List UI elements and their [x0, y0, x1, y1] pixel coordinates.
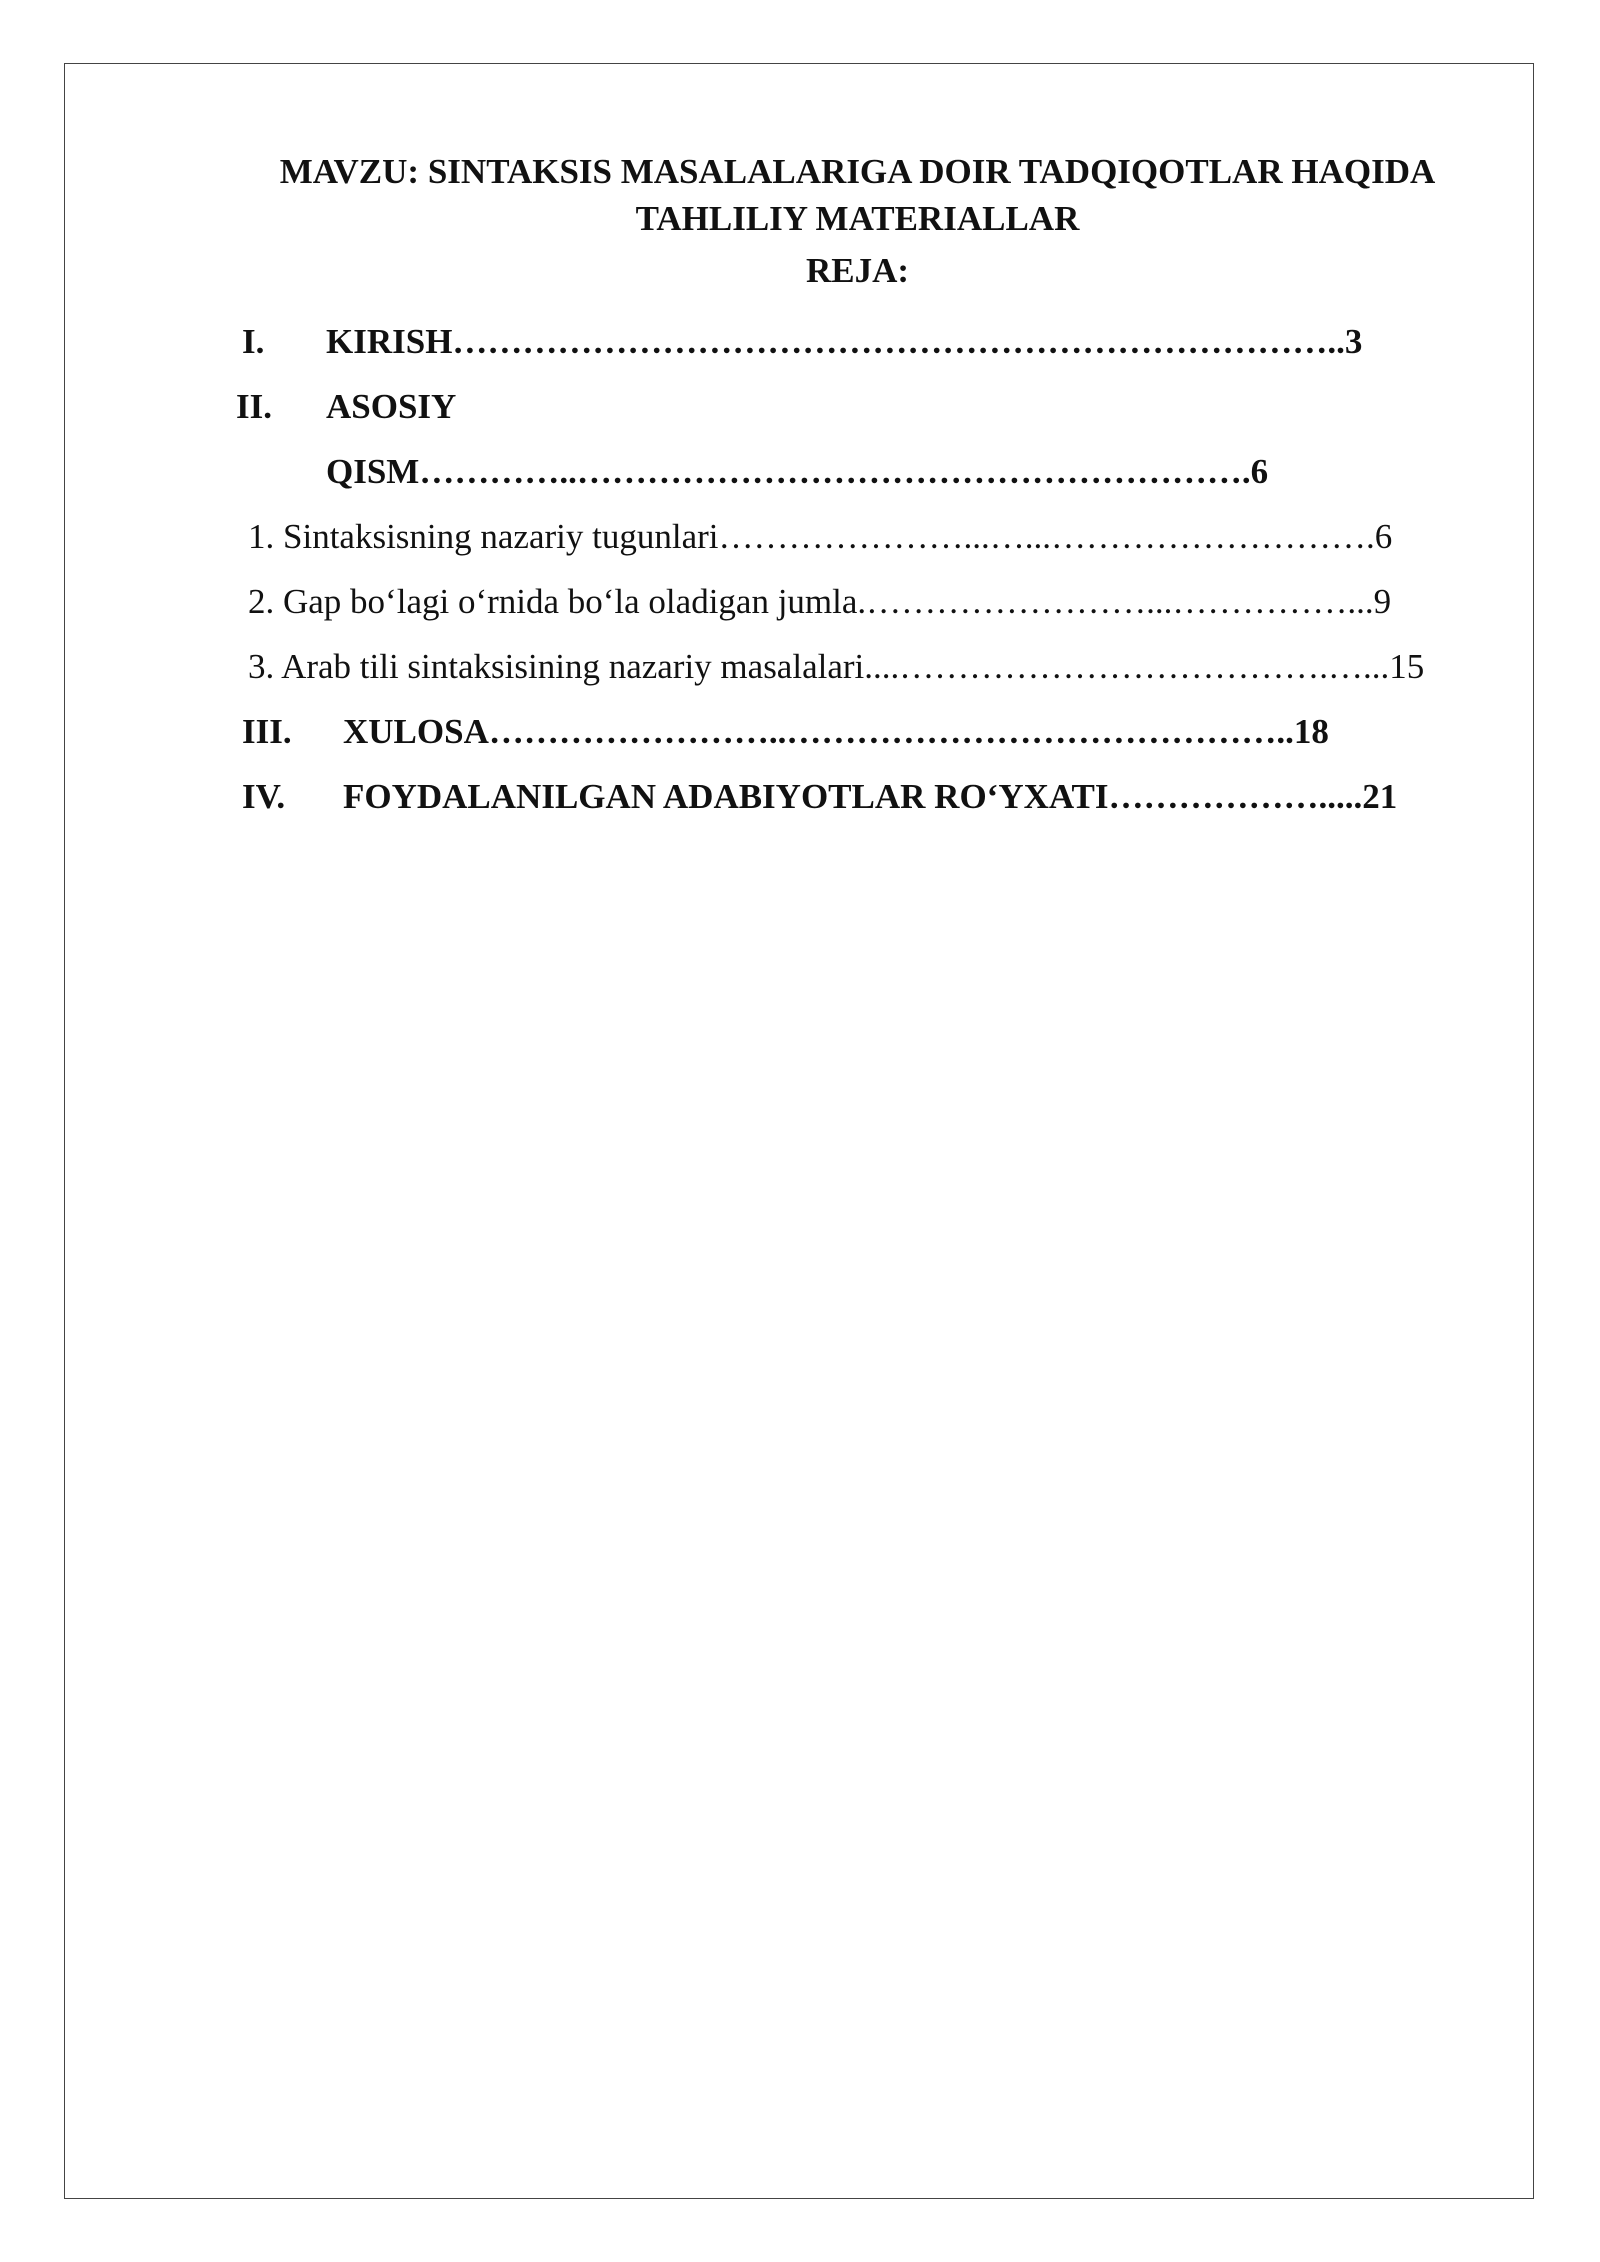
- toc-item-1-numeral: I.: [242, 322, 265, 361]
- toc-subitem-3: 3. Arab tili sintaksisining nazariy masalalari....……………………………….…...15: [248, 647, 1425, 686]
- toc-item-2-numeral: II.: [236, 387, 272, 426]
- toc-item-3-numeral: III.: [242, 712, 292, 751]
- toc-item-2-text-line-1: ASOSIY: [326, 387, 457, 426]
- toc-item-3-text: XULOSA……………………..……………………………………..18: [343, 712, 1329, 751]
- toc-subitem-1: 1. Sintaksisning nazariy tugunlari…………………...…...……………………….6: [248, 517, 1393, 556]
- page-border: [64, 63, 1534, 2199]
- document-title-line-1: MAVZU: SINTAKSIS MASALALARIGA DOIR TADQIQOTLAR HAQIDA: [279, 152, 1436, 191]
- plan-heading: REJA:: [805, 251, 910, 290]
- toc-item-2-text-line-2: QISM…………..………………………………………………….6: [326, 452, 1269, 491]
- document-title-line-2: TAHLILIY MATERIALLAR: [635, 199, 1080, 238]
- toc-subitem-2: 2. Gap bo‘lagi o‘rnida bo‘la oladigan jumla.……………………...……………...9: [248, 582, 1392, 621]
- toc-item-4-numeral: IV.: [242, 777, 286, 816]
- toc-item-4-text: FOYDALANILGAN ADABIYOTLAR RO‘YXATI……………….....21: [343, 777, 1398, 816]
- toc-item-1-text: KIRISH…………………………………………………………………..3: [326, 322, 1363, 361]
